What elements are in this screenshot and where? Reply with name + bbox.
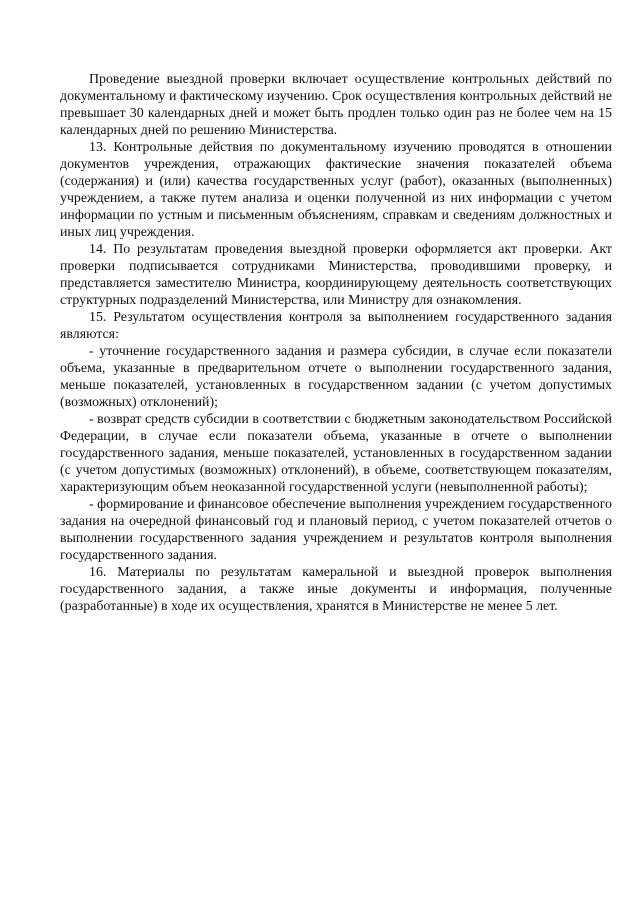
paragraph-15-control-results: 15. Результатом осуществления контроля за выполнением государственного задания являются: <box>60 310 612 342</box>
document-page <box>60 71 612 615</box>
list-item-task-formation: - формирование и финансовое обеспечение выполнения учреждением государственного задания на очередной финансовый год и плановый период, с учетом показателей отчетов о выполнении государственного задания учреждением и результатов контроля выполнения государственного задания. <box>60 497 612 563</box>
paragraph-13-documentary-review: 13. Контрольные действия по документальному изучению проводятся в отношении документов учреждения, отражающих фактические значения показателей объема (содержания) и (или) качества государственных услуг (работ), оказанных (выполненных) учреждением, а также путем анализа и оценки полученной из них информации с учетом информации по устным и письменным объяснениям, справкам и сведениям должностных и иных лиц учреждения. <box>60 140 612 240</box>
list-item-task-clarification: - уточнение государственного задания и размера субсидии, в случае если показатели объема, указанные в предварительном отчете о выполнении государственного задания, меньше показателей, установленных в государственном задании (с учетом допустимых (возможных) отклонений); <box>60 344 612 410</box>
paragraph-exit-inspection-duration: Проведение выездной проверки включает осуществление контрольных действий по документальному и фактическому изучению. Срок осуществления контрольных действий не превышает 30 календарных дней и может быть продлен только один раз не более чем на 15 календарных дней по решению Министерства. <box>60 72 612 138</box>
list-item-subsidy-return: - возврат средств субсидии в соответствии с бюджетным законодательством Российской Федерации, в случае если показатели объема, указанные в отчете о выполнении государственного задания, меньше показателей, установленных в государственном задании (с учетом допустимых (возможных) отклонений), в объеме, соответствующем показателям, характеризующим объем неоказанной государственной услуги (невыполненной работы); <box>60 412 612 495</box>
paragraph-14-inspection-act: 14. По результатам проведения выездной проверки оформляется акт проверки. Акт проверки подписывается сотрудниками Министерства, проводившими проверку, и представляется заместителю Министра, координирующему деятельность соответствующих структурных подразделений Министерства, или Министру для ознакомления. <box>60 242 612 308</box>
paragraph-16-materials-storage: 16. Материалы по результатам камеральной и выездной проверок выполнения государственного задания, а также иные документы и информация, полученные (разработанные) в ходе их осуществления, хранятся в Министерстве не менее 5 лет. <box>60 565 612 614</box>
